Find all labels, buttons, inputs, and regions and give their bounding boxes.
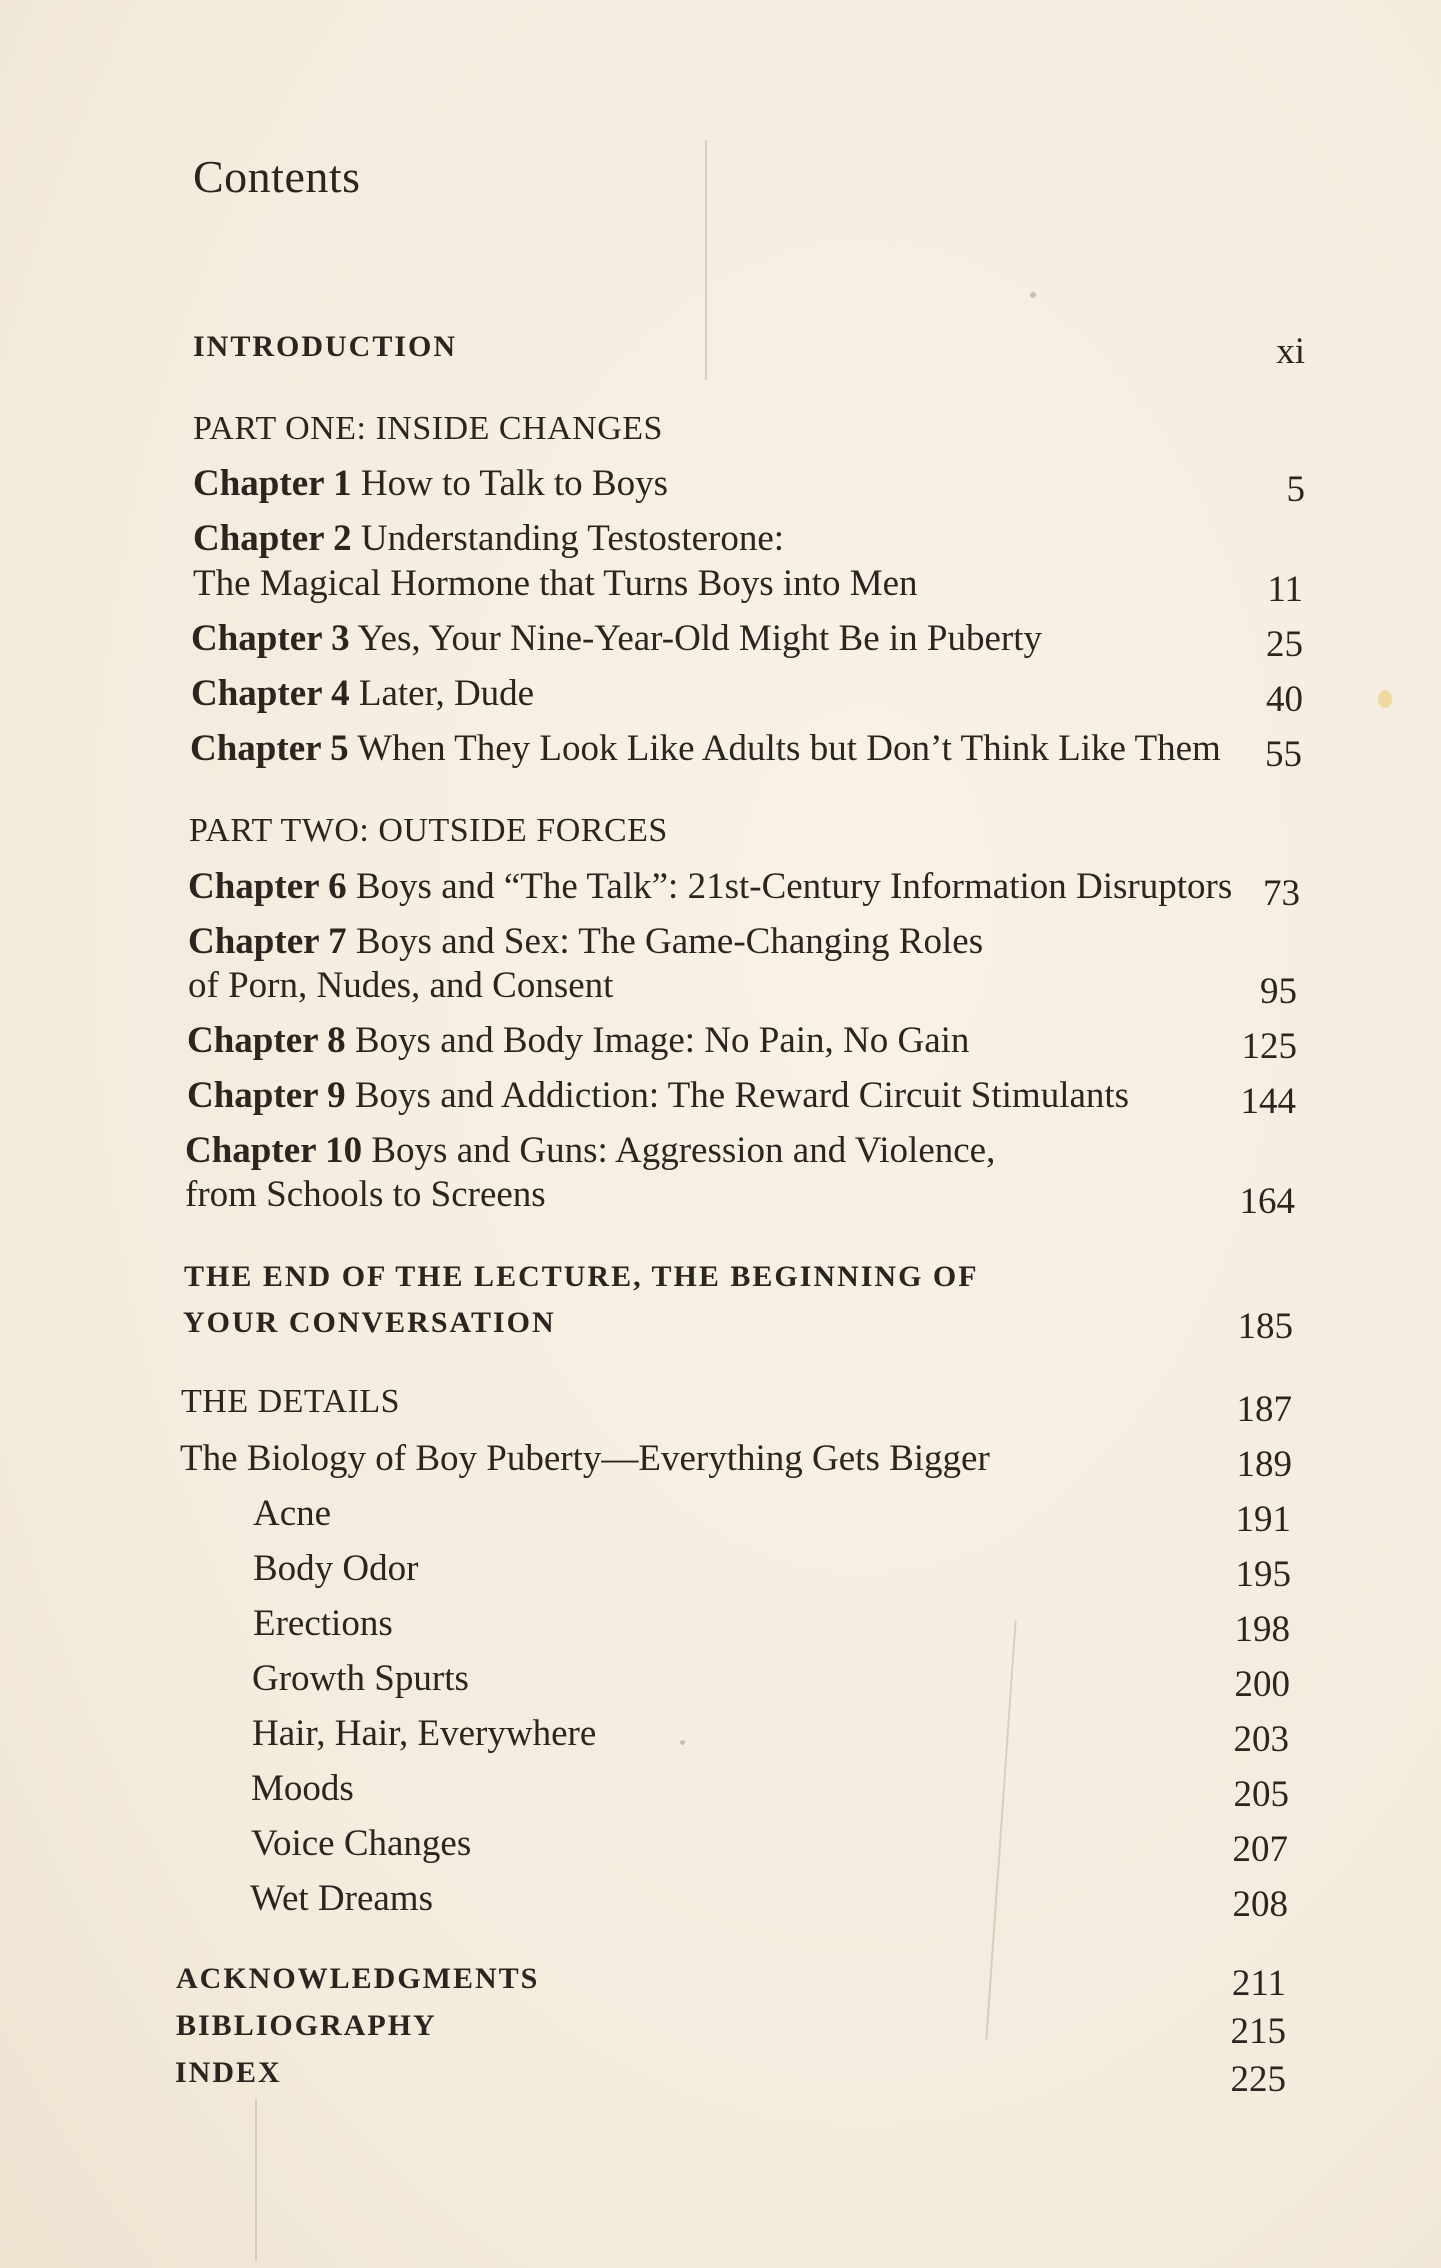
page-number: 191: [1235, 1499, 1291, 1540]
page-title: Contents: [193, 151, 361, 202]
page-number: 215: [1230, 2011, 1286, 2052]
page-number: 95: [1260, 971, 1297, 1012]
chapter-title: Boys and Addiction: The Reward Circuit Stimulants: [354, 1075, 1130, 1116]
page-number: 185: [1237, 1306, 1293, 1347]
chapter-title: How to Talk to Boys: [360, 463, 669, 504]
chapter-label: Chapter 8: [187, 1020, 346, 1061]
toc-introduction: INTRODUCTION: [193, 330, 458, 363]
toc-chapter-9: [187, 1074, 1129, 1117]
toc-chapter-8: [187, 1019, 969, 1062]
page-number: 211: [1231, 1963, 1286, 2004]
chapter-label: Chapter 4: [191, 673, 350, 714]
toc-subentry: Growth Spurts: [252, 1658, 469, 1699]
toc-biology: The Biology of Boy Puberty—Everything Gets Bigger: [180, 1438, 990, 1479]
toc-acknowledgments: ACKNOWLEDGMENTS: [176, 1962, 540, 1995]
page-number: 73: [1263, 873, 1300, 914]
page-number: 225: [1230, 2059, 1286, 2100]
part-two-heading: PART TWO: OUTSIDE FORCES: [189, 812, 668, 849]
chapter-title: Boys and Body Image: No Pain, No Gain: [354, 1020, 970, 1061]
toc-subentry: Voice Changes: [251, 1823, 472, 1864]
page-number: 55: [1265, 734, 1302, 775]
toc-subentry: Hair, Hair, Everywhere: [252, 1713, 597, 1754]
chapter-label: Chapter 6: [188, 866, 347, 907]
toc-end-lecture: THE END OF THE LECTURE, THE BEGINNING OF: [184, 1260, 979, 1293]
paper-crease: [255, 2100, 257, 2260]
chapter-label: Chapter 10: [185, 1130, 363, 1171]
page-number: 25: [1266, 624, 1303, 665]
chapter-title-continued: The Magical Hormone that Turns Boys into Men: [193, 563, 918, 604]
page-number: 187: [1236, 1389, 1292, 1430]
chapter-label: Chapter 3: [191, 618, 350, 659]
page-number: 11: [1267, 569, 1303, 610]
chapter-title: When They Look Like Adults but Don’t Think Like Them: [357, 728, 1221, 769]
chapter-title: Boys and “The Talk”: 21st-Century Information Disruptors: [355, 866, 1233, 907]
page-number: 40: [1266, 679, 1303, 720]
chapter-title-continued: from Schools to Screens: [185, 1174, 546, 1215]
toc-chapter-2: [193, 517, 784, 560]
page-number: 125: [1241, 1026, 1297, 1067]
toc-bibliography: BIBLIOGRAPHY: [176, 2009, 437, 2042]
page-number: 5: [1286, 469, 1305, 510]
paper-crease: [705, 140, 707, 380]
page-number: 189: [1236, 1444, 1292, 1485]
page-number: 200: [1234, 1664, 1290, 1705]
page-number: xi: [1276, 331, 1305, 372]
details-heading: THE DETAILS: [181, 1383, 401, 1420]
toc-chapter-10: [185, 1129, 995, 1172]
chapter-title: Yes, Your Nine-Year-Old Might Be in Puberty: [357, 618, 1043, 659]
toc-subentry: Erections: [253, 1603, 393, 1644]
page-number: 203: [1233, 1719, 1289, 1760]
toc-chapter-4: [191, 672, 534, 715]
paper-stain: [1378, 690, 1392, 708]
chapter-title: Boys and Guns: Aggression and Violence,: [371, 1130, 996, 1171]
toc-chapter-1: [193, 462, 668, 505]
toc-subentry: Acne: [253, 1493, 332, 1534]
chapter-title: Later, Dude: [358, 673, 535, 714]
page-number: 198: [1234, 1609, 1290, 1650]
paper-speck: [680, 1740, 685, 1745]
page-number: 164: [1239, 1181, 1295, 1222]
toc-index: INDEX: [175, 2056, 282, 2089]
page-number: 195: [1235, 1554, 1291, 1595]
chapter-label: Chapter 1: [193, 463, 352, 504]
chapter-title-continued: of Porn, Nudes, and Consent: [188, 965, 614, 1006]
toc-chapter-7: [188, 920, 983, 963]
page-number: 144: [1240, 1081, 1296, 1122]
page-number: 205: [1233, 1774, 1289, 1815]
chapter-label: Chapter 7: [188, 921, 347, 962]
chapter-label: Chapter 9: [187, 1075, 346, 1116]
chapter-title: Boys and Sex: The Game-Changing Roles: [355, 921, 984, 962]
toc-end-lecture-continued: YOUR CONVERSATION: [183, 1306, 556, 1339]
paper-crease: [985, 1620, 1016, 2039]
chapter-label: Chapter 2: [193, 518, 352, 559]
chapter-title: Understanding Testosterone:: [360, 518, 785, 559]
toc-chapter-6: [188, 865, 1232, 908]
toc-chapter-5: [190, 727, 1221, 770]
page-number: 207: [1232, 1829, 1288, 1870]
toc-chapter-3: [191, 617, 1042, 660]
page-number: 208: [1232, 1884, 1288, 1925]
paper-speck: [1030, 292, 1036, 298]
toc-subentry: Body Odor: [253, 1548, 419, 1589]
toc-subentry: Wet Dreams: [250, 1878, 433, 1919]
chapter-label: Chapter 5: [190, 728, 349, 769]
toc-subentry: Moods: [251, 1768, 354, 1809]
part-one-heading: PART ONE: INSIDE CHANGES: [193, 410, 663, 447]
